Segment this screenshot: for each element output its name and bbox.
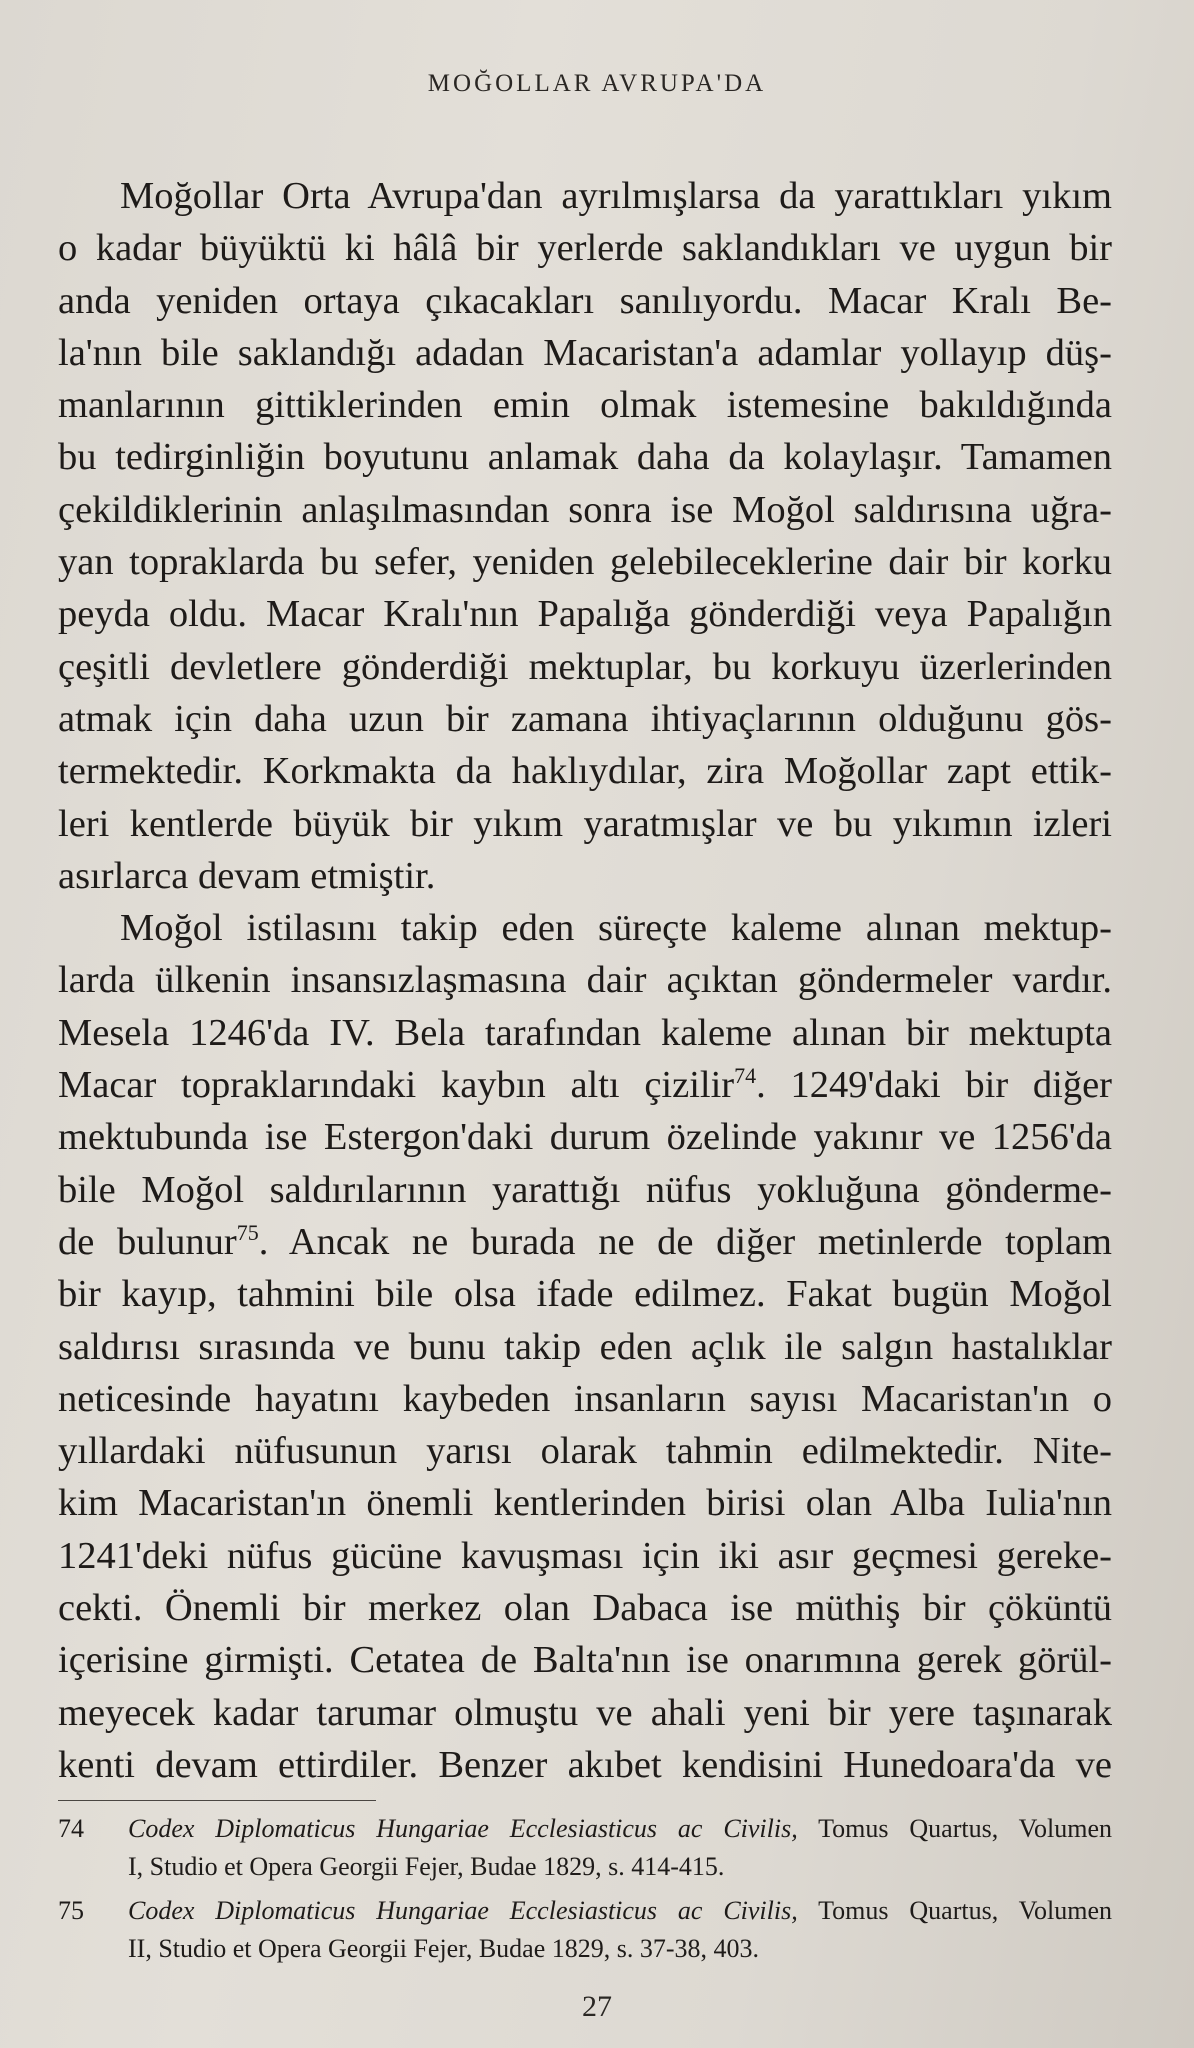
footnote-number: 75 — [58, 1896, 84, 1925]
footnote-divider — [58, 1800, 376, 1801]
text-line: neticesinde hayatını kaybeden insanların sayısı Macaristan'ın o — [58, 1377, 1112, 1420]
footnote-74 — [58, 1810, 1112, 1886]
text-line: atmak için daha uzun bir zamana ihtiyaçlarının olduğunu gös- — [58, 697, 1112, 740]
text-line: asırlarca devam etmiştir. — [58, 854, 436, 897]
footnote-text — [128, 1810, 1112, 1886]
footnote-ref-75[interactable]: 75 — [236, 1220, 259, 1246]
text-line: kenti devam ettirdiler. Benzer akıbet kendisini Hunedoara'da ve — [58, 1743, 1112, 1786]
text-line: la'nın bile saklandığı adadan Macaristan'a adamlar yollayıp düş- — [58, 331, 1112, 374]
text-line: yan topraklarda bu sefer, yeniden gelebileceklerine dair bir korku — [58, 541, 1112, 584]
footnote-source-detail: Tomus Quartus, Volumen — [797, 1896, 1112, 1925]
line-text: Macar topraklarındaki kaybın altı çizilir — [58, 1064, 735, 1107]
text-line: çekildiklerinin anlaşılmasından sonra ise Moğol saldırısına uğra- — [58, 488, 1112, 531]
text-line: larda ülkenin insansızlaşmasına dair açıktan göndermeler vardır. — [58, 959, 1112, 1002]
text-line: manlarının gittiklerinden emin olmak istemesine bakıldığında — [58, 384, 1112, 427]
text-line: anda yeniden ortaya çıkacakları sanılıyordu. Macar Kralı Be- — [58, 279, 1112, 322]
footnote-text — [128, 1892, 1112, 1968]
text-line: yıllardaki nüfusunun yarısı olarak tahmin edilmektedir. Nite- — [58, 1430, 1112, 1473]
text-line: saldırısı sırasında ve bunu takip eden açlık ile salgın hastalıklar — [58, 1325, 1112, 1368]
footnote-line: II, Studio et Opera Georgii Fejer, Budae 1829, s. 37-38, 403. — [128, 1934, 760, 1963]
page-number: 27 — [582, 1990, 612, 2023]
text-line: kim Macaristan'ın önemli kentlerinden birisi olan Alba Iulia'nın — [58, 1482, 1112, 1525]
body-text — [58, 170, 1112, 1791]
text-line: leri kentlerde büyük bir yıkım yaratmışlar ve bu yıkımın izleri — [58, 802, 1112, 845]
footnote-ref-74[interactable]: 74 — [734, 1063, 757, 1089]
running-head: MOĞOLLAR AVRUPA'DA — [427, 70, 767, 97]
text-line-with-footnote-ref — [58, 1216, 1112, 1268]
footnotes — [58, 1810, 1112, 1974]
text-line: bu tedirginliğin boyutunu anlamak daha da kolaylaşır. Tamamen — [58, 436, 1112, 479]
text-line: içerisine girmişti. Cetatea de Balta'nın ise onarımına gerek görül- — [58, 1639, 1112, 1682]
line-text: . Ancak ne burada ne de diğer metinlerde toplam — [258, 1220, 1112, 1263]
footnote-line: I, Studio et Opera Georgii Fejer, Budae 1829, s. 414-415. — [128, 1852, 725, 1881]
line-text: . 1249'daki bir diğer — [756, 1064, 1112, 1107]
text-line: cekti. Önemli bir merkez olan Dabaca ise müthiş bir çöküntü — [58, 1587, 1112, 1630]
text-line: Moğol istilasını takip eden süreçte kaleme alınan mektup- — [120, 907, 1112, 950]
text-line: mektubunda ise Estergon'daki durum özelinde yakınır ve 1256'da — [58, 1116, 1112, 1159]
footnote-source-detail: Tomus Quartus, Volumen — [797, 1814, 1112, 1843]
text-line: o kadar büyüktü ki hâlâ bir yerlerde saklandıkları ve uygun bir — [58, 227, 1112, 270]
line-text: de bulunur — [58, 1220, 237, 1263]
text-line-with-footnote-ref — [58, 1059, 1112, 1111]
text-line: Mesela 1246'da IV. Bela tarafından kaleme alınan bir mektupta — [58, 1011, 1112, 1054]
footnote-source-title: Codex Diplomaticus Hungariae Ecclesiasticus ac Civilis, — [128, 1896, 798, 1925]
text-line: Moğollar Orta Avrupa'dan ayrılmışlarsa da yarattıkları yıkım — [120, 175, 1112, 217]
text-line: meyecek kadar tarumar olmuştu ve ahali yeni bir yere taşınarak — [58, 1691, 1112, 1734]
text-line: bile Moğol saldırılarının yarattığı nüfus yokluğuna gönderme- — [58, 1168, 1112, 1211]
footnote-source-title: Codex Diplomaticus Hungariae Ecclesiasticus ac Civilis, — [128, 1814, 798, 1843]
footnote-line — [128, 1810, 1112, 1848]
text-line: çeşitli devletlere gönderdiği mektuplar, bu korkuyu üzerlerinden — [58, 645, 1112, 688]
footnote-line — [128, 1892, 1112, 1930]
text-line: termektedir. Korkmakta da haklıydılar, zira Moğollar zapt ettik- — [58, 750, 1112, 793]
text-line: peyda oldu. Macar Kralı'nın Papalığa gönderdiği veya Papalığın — [58, 593, 1112, 636]
footnote-number: 74 — [58, 1814, 84, 1843]
text-line: 1241'deki nüfus gücüne kavuşması için iki asır geçmesi gereke- — [58, 1534, 1112, 1577]
footnote-75 — [58, 1892, 1112, 1968]
text-line: bir kayıp, tahmini bile olsa ifade edilmez. Fakat bugün Moğol — [58, 1273, 1112, 1316]
